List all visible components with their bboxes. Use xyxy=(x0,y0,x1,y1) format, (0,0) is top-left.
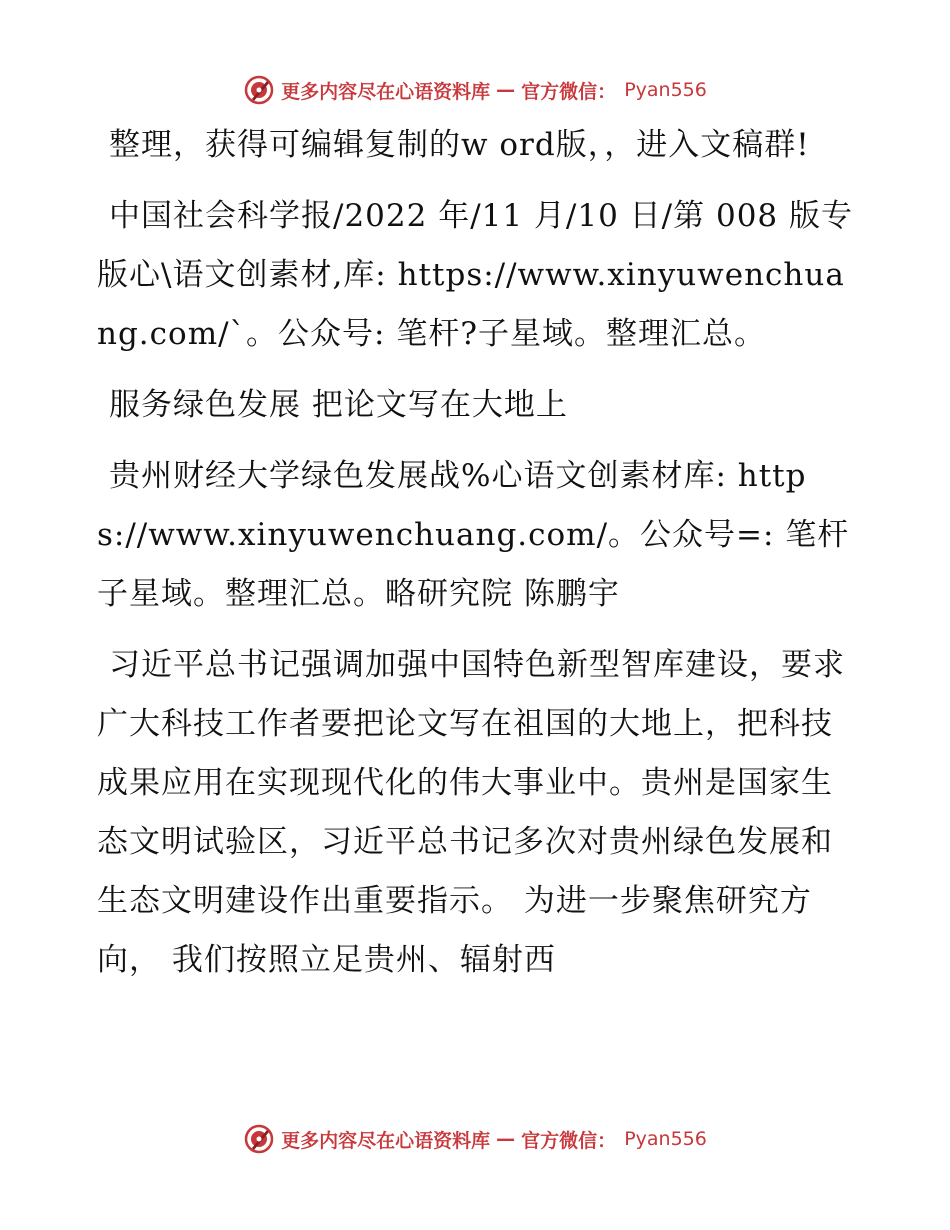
paragraph-main: 习近平总书记强调加强中国特色新型智库建设，要求广大科技工作者要把论文写在祖国的大地上，把科技成果应用在实现现代化的伟大事业中。贵州是国家生态文明试验区，习近平总书记多次对贵州绿色发展和生态文明建设作出重要指示。 为进一步聚焦研究方向， 我们按照立足贵州、辐射西 xyxy=(97,647,845,978)
quill-pen-seal-icon xyxy=(243,1123,275,1155)
quill-pen-seal-icon xyxy=(243,74,275,106)
paragraph-author: 贵州财经大学绿色发展战%心语文创素材库: https://www.xinyuwenchuang.com/。公众号=: 笔杆子星域。整理汇总。略研究院 陈鹏宇 xyxy=(97,458,850,612)
banner-dash: — xyxy=(496,1128,516,1150)
footer-banner xyxy=(0,1119,950,1159)
banner-official-label: 官方微信： xyxy=(521,80,617,103)
paragraph-source: 中国社会科学报/2022 年/11 月/10 日/第 008 版专版心\语文创素材,库: https://www.xinyuwenchuang.com/`。公众号: 笔杆?子星域。整理汇总。 xyxy=(97,198,854,352)
banner-text: 更多内容尽在心语资料库 xyxy=(281,80,491,103)
document-body xyxy=(97,116,857,1002)
banner-dash: — xyxy=(496,79,516,101)
banner-text: 更多内容尽在心语资料库 xyxy=(281,1129,491,1152)
header-banner xyxy=(0,70,950,110)
banner-official-label: 官方微信： xyxy=(521,1129,617,1152)
banner-wechat-id: Pyan556 xyxy=(624,79,707,101)
paragraph-intro: 整理，获得可编辑复制的w ord版，，进入文稿群! xyxy=(109,127,810,163)
paragraph-title: 服务绿色发展 把论文写在大地上 xyxy=(109,387,568,423)
banner-wechat-id: Pyan556 xyxy=(624,1128,707,1150)
